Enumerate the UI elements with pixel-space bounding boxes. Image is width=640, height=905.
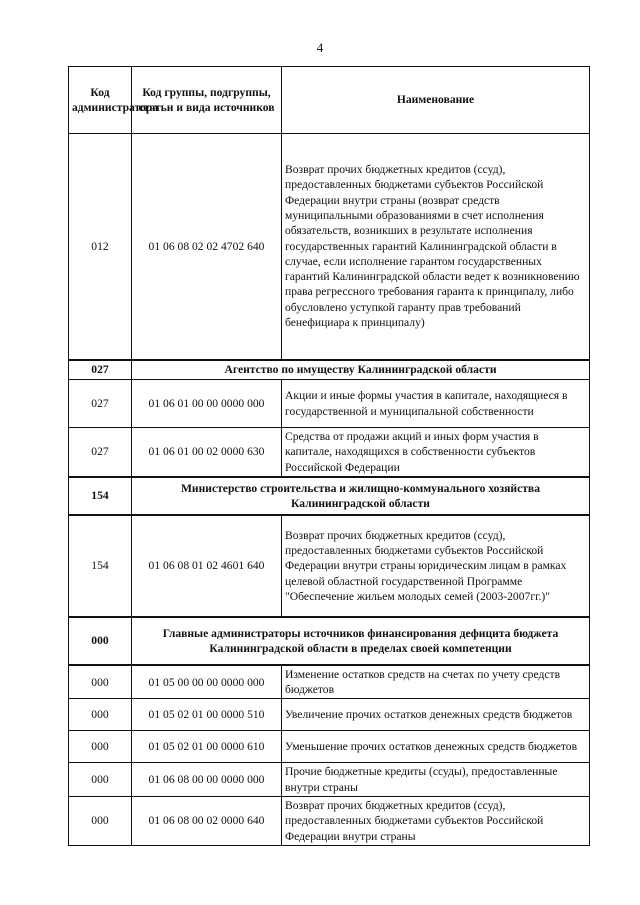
source-code: 01 06 01 00 02 0000 630 [132, 428, 282, 477]
table-row [69, 797, 590, 846]
table-row [69, 699, 590, 731]
source-name: Акции и иные формы участия в капитале, находящиеся в государственной и муниципальной собственности [282, 380, 590, 428]
source-code: 01 06 01 00 00 0000 000 [132, 380, 282, 428]
page-number: 4 [316, 40, 324, 55]
group-row [69, 477, 590, 515]
table-row [69, 731, 590, 763]
group-title: Агентство по имуществу Калининградской области [132, 360, 590, 380]
admin-code: 154 [69, 515, 132, 617]
group-admin-code: 027 [69, 360, 132, 380]
admin-code: 000 [69, 763, 132, 797]
header-admin-code: Код администратора [69, 67, 132, 134]
source-code: 01 05 02 01 00 0000 510 [132, 699, 282, 731]
header-name: Наименование [282, 67, 590, 134]
group-row [69, 617, 590, 665]
source-name: Возврат прочих бюджетных кредитов (ссуд), предоставленных бюджетами субъектов Российской Федерации внутри страны [282, 797, 590, 846]
source-code: 01 06 08 00 02 0000 640 [132, 797, 282, 846]
source-code: 01 05 02 01 00 0000 610 [132, 731, 282, 763]
source-code: 01 05 00 00 00 0000 000 [132, 665, 282, 699]
sources-table [68, 66, 590, 846]
admin-code: 000 [69, 699, 132, 731]
group-title: Министерство строительства и жилищно-коммунального хозяйства Калининградской области [132, 477, 590, 515]
source-name: Уменьшение прочих остатков денежных средств бюджетов [282, 731, 590, 763]
source-code: 01 06 08 00 00 0000 000 [132, 763, 282, 797]
table-row [69, 380, 590, 428]
table-header-row [69, 67, 590, 134]
source-code: 01 06 08 01 02 4601 640 [132, 515, 282, 617]
source-code: 01 06 08 02 02 4702 640 [132, 134, 282, 360]
admin-code: 027 [69, 380, 132, 428]
group-admin-code: 000 [69, 617, 132, 665]
admin-code: 000 [69, 731, 132, 763]
source-name: Прочие бюджетные кредиты (ссуды), предоставленные внутри страны [282, 763, 590, 797]
table-body [69, 134, 590, 846]
table-row [69, 665, 590, 699]
header-source-code: Код группы, подгруппы, статьи и вида источников [132, 67, 282, 134]
table-row [69, 134, 590, 360]
table-row [69, 428, 590, 477]
source-name: Изменение остатков средств на счетах по учету средств бюджетов [282, 665, 590, 699]
admin-code: 000 [69, 797, 132, 846]
admin-code: 027 [69, 428, 132, 477]
table-row [69, 515, 590, 617]
group-title: Главные администраторы источников финансирования дефицита бюджета Калининградской области в пределах своей компетенции [132, 617, 590, 665]
admin-code: 000 [69, 665, 132, 699]
source-name: Возврат прочих бюджетных кредитов (ссуд), предоставленных бюджетами субъектов Российской Федерации внутри страны юридическим лицам в рамках целевой областной государственной Программе "Обеспечение жильем молодых семей (2003-2007гг.)" [282, 515, 590, 617]
admin-code: 012 [69, 134, 132, 360]
source-name: Возврат прочих бюджетных кредитов (ссуд), предоставленных бюджетами субъектов Российской Федерации внутри страны (возврат средств муниципальными образованиями в счет исполнения обязательств, возникших в результате исполнения государственных гарантий Калининградской области в случае, если исполнение гарантом государственных гарантий Калининградской области ведет к возникновению права регрессного требования гаранта к принципалу, либо обусловлено уступкой гаранту прав требований бенефициара к принципалу) [282, 134, 590, 360]
source-name: Средства от продажи акций и иных форм участия в капитале, находящихся в собственности субъектов Российской Федерации [282, 428, 590, 477]
table-row [69, 763, 590, 797]
group-admin-code: 154 [69, 477, 132, 515]
source-name: Увеличение прочих остатков денежных средств бюджетов [282, 699, 590, 731]
group-row [69, 360, 590, 380]
